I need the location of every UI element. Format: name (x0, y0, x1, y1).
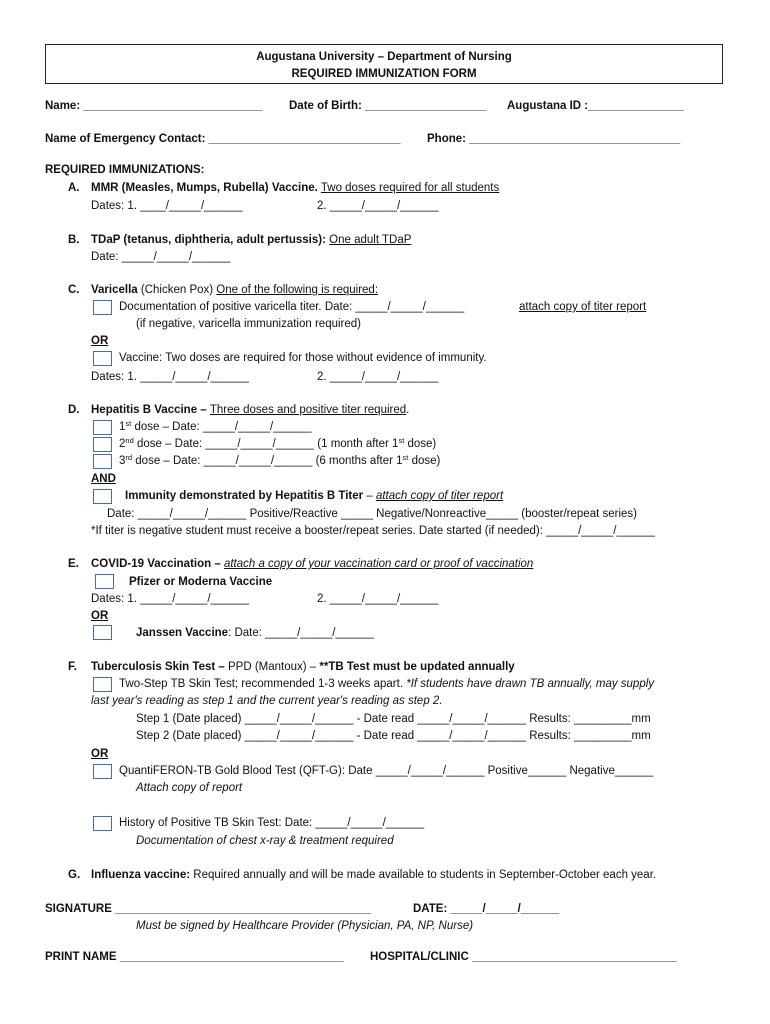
section-letter: E. (68, 558, 79, 570)
mmr-dates-1[interactable]: Dates: 1. ____/_____/______ (91, 200, 243, 212)
quantiferon-note: Attach copy of report (136, 782, 243, 794)
section-letter: C. (68, 284, 80, 296)
tb-history-note: Documentation of chest x-ray & treatment required (136, 835, 394, 847)
hospital-clinic-field[interactable]: HOSPITAL/CLINIC ________________________________ (370, 951, 677, 963)
hepb-dose2-checkbox[interactable] (93, 437, 112, 452)
hepb-titer-heading: Immunity demonstrated by Hepatitis B Titer – attach copy of titer report (125, 490, 504, 502)
header-subtitle: REQUIRED IMMUNIZATION FORM (291, 68, 477, 80)
section-letter: A. (68, 182, 80, 194)
hepb-titer-note[interactable]: *If titer is negative student must receive a booster/repeat series. Date started (if needed): _____/_____/______ (91, 525, 655, 537)
covid-dates-2[interactable]: 2. _____/_____/______ (317, 593, 439, 605)
pfizer-label: Pfizer or Moderna Vaccine (129, 576, 273, 588)
tdap-heading (91, 234, 411, 246)
signature-field[interactable]: SIGNATURE ________________________________________ (45, 903, 371, 915)
varicella-attach-note: attach copy of titer report (519, 301, 647, 313)
hepb-heading: Hepatitis B Vaccine – Three doses and positive titer required. (91, 404, 410, 416)
hepb-title: Hepatitis B Vaccine – (91, 404, 210, 416)
mmr-dates-2[interactable]: 2. _____/_____/______ (317, 200, 439, 212)
tb-history-checkbox[interactable] (93, 816, 112, 831)
name-field[interactable]: Name: ____________________________ (45, 100, 263, 112)
tdap-title: TDaP (tetanus, diphtheria, adult pertussis): (91, 234, 326, 246)
dob-field[interactable]: Date of Birth: ___________________ (289, 100, 487, 112)
varicella-note: One of the following is required: (216, 284, 379, 296)
covid-heading: COVID-19 Vaccination – attach a copy of your vaccination card or proof of vaccination (91, 558, 534, 570)
hepb-titer-checkbox[interactable] (93, 489, 112, 504)
influenza-line: Influenza vaccine: Required annually and will be made available to students in September-October each year. (91, 869, 657, 881)
hepb-note: Three doses and positive titer required (209, 404, 407, 416)
phone-field[interactable]: Phone: _________________________________ (427, 133, 681, 145)
pfizer-checkbox[interactable] (95, 574, 114, 589)
varicella-titer-subnote: (if negative, varicella immunization required) (136, 318, 361, 330)
tdap-date[interactable]: Date: _____/_____/______ (91, 251, 231, 263)
section-letter: B. (68, 234, 80, 246)
varicella-dates-1[interactable]: Dates: 1. _____/_____/______ (91, 371, 249, 383)
varicella-title: Varicella (91, 284, 138, 296)
print-name-field[interactable]: PRINT NAME ___________________________________ (45, 951, 344, 963)
covid-dates-1[interactable]: Dates: 1. _____/_____/______ (91, 593, 249, 605)
signature-date-field[interactable]: DATE: _____/_____/______ (413, 903, 560, 915)
mmr-heading (91, 182, 499, 194)
mmr-note: Two doses required for all students (320, 182, 500, 194)
tdap-note: One adult TDaP (329, 234, 412, 246)
emergency-contact-field[interactable]: Name of Emergency Contact: ______________________________ (45, 133, 401, 145)
janssen-checkbox[interactable] (93, 625, 112, 640)
form-header (45, 44, 723, 84)
tb-step2[interactable]: Step 2 (Date placed) _____/_____/______ - Date read _____/_____/______ Results: _________mm (136, 730, 651, 742)
varicella-paren: (Chicken Pox) (137, 284, 217, 296)
tb-history-text[interactable]: History of Positive TB Skin Test: Date: _____/_____/______ (119, 817, 425, 829)
varicella-heading (91, 284, 378, 296)
tb-twostep-checkbox[interactable] (93, 677, 112, 692)
hepb-titer-date[interactable]: Date: _____/_____/______ Positive/Reactive _____ Negative/Nonreactive_____ (booster/repeat series) (107, 508, 637, 520)
janssen-line[interactable]: Janssen Vaccine: Date: _____/_____/______ (136, 627, 374, 639)
signature-note: Must be signed by Healthcare Provider (Physician, PA, NP, Nurse) (136, 920, 474, 932)
hepb-dose1-checkbox[interactable] (93, 420, 112, 435)
hepb-dose1[interactable]: 1st dose – Date: _____/_____/______ (119, 419, 312, 433)
quantiferon-text[interactable]: QuantiFERON-TB Gold Blood Test (QFT-G): Date _____/_____/______ Positive______ Negative______ (119, 765, 654, 777)
tb-heading: Tuberculosis Skin Test – PPD (Mantoux) – **TB Test must be updated annually (91, 661, 515, 673)
hepb-dose3-checkbox[interactable] (93, 454, 112, 469)
augustana-id-field[interactable]: Augustana ID :_______________ (507, 100, 685, 112)
or-label: OR (91, 610, 109, 622)
header-title: Augustana University – Department of Nursing (256, 51, 512, 63)
hepb-dose3[interactable]: 3rd dose – Date: _____/_____/______ (6 months after 1st dose) (119, 453, 441, 467)
or-label: OR (91, 748, 109, 760)
tb-twostep-note: last year's reading as step 1 and the current year's reading as step 2. (91, 695, 443, 707)
varicella-titer-text[interactable]: Documentation of positive varicella titer. Date: _____/_____/______ (119, 301, 465, 313)
section-letter: F. (68, 661, 77, 673)
varicella-vaccine-text: Vaccine: Two doses are required for those without evidence of immunity. (119, 352, 487, 364)
section-letter: G. (68, 869, 81, 881)
mmr-title: MMR (Measles, Mumps, Rubella) Vaccine. (91, 182, 318, 194)
varicella-titer-checkbox[interactable] (93, 300, 112, 315)
or-label: OR (91, 335, 109, 347)
varicella-dates-2[interactable]: 2. _____/_____/______ (317, 371, 439, 383)
quantiferon-checkbox[interactable] (93, 764, 112, 779)
tb-step1[interactable]: Step 1 (Date placed) _____/_____/______ - Date read _____/_____/______ Results: _________mm (136, 713, 651, 725)
section-letter: D. (68, 404, 80, 416)
tb-twostep-text: Two-Step TB Skin Test; recommended 1-3 weeks apart. *If students have drawn TB annually, may supply (119, 678, 655, 690)
section-title: REQUIRED IMMUNIZATIONS: (45, 164, 205, 176)
and-label: AND (91, 473, 116, 485)
varicella-vaccine-checkbox[interactable] (93, 351, 112, 366)
hepb-dose2[interactable]: 2nd dose – Date: _____/_____/______ (1 month after 1st dose) (119, 436, 437, 450)
